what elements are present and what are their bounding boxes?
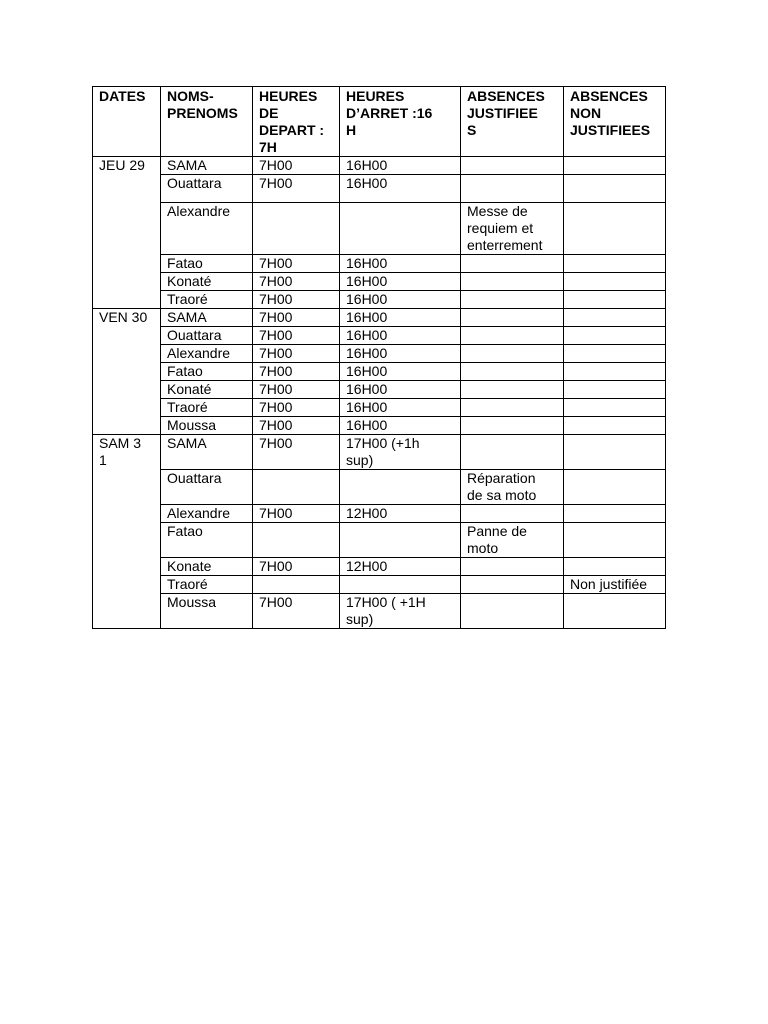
- table-row: [93, 576, 666, 594]
- justified-absence-cell: [461, 558, 564, 576]
- unjustified-absence-cell: [564, 255, 666, 273]
- arret-cell: 16H00: [340, 273, 461, 291]
- depart-cell: [253, 523, 340, 558]
- justified-absence-cell: [461, 594, 564, 629]
- table-row: [93, 363, 666, 381]
- arret-cell: 16H00: [340, 327, 461, 345]
- unjustified-absence-cell: [564, 594, 666, 629]
- attendance-sheet: [92, 86, 666, 629]
- header-heures-depart: HEURES DE DEPART : 7H: [253, 87, 340, 157]
- justified-absence-cell: Panne de moto: [461, 523, 564, 558]
- justified-absence-cell: [461, 345, 564, 363]
- date-cell: JEU 29: [93, 157, 161, 309]
- unjustified-absence-cell: [564, 291, 666, 309]
- name-cell: SAMA: [161, 435, 253, 470]
- depart-cell: 7H00: [253, 345, 340, 363]
- unjustified-absence-cell: [564, 505, 666, 523]
- table-row: [93, 523, 666, 558]
- justified-absence-cell: Messe de requiem et enterrement: [461, 203, 564, 255]
- table-body: [93, 157, 666, 629]
- justified-absence-cell: [461, 327, 564, 345]
- table-row: [93, 273, 666, 291]
- arret-cell: 16H00: [340, 291, 461, 309]
- table-row: [93, 505, 666, 523]
- name-cell: SAMA: [161, 309, 253, 327]
- unjustified-absence-cell: [564, 435, 666, 470]
- name-cell: Ouattara: [161, 470, 253, 505]
- depart-cell: 7H00: [253, 175, 340, 203]
- unjustified-absence-cell: [564, 157, 666, 175]
- arret-cell: 16H00: [340, 255, 461, 273]
- table-row: [93, 381, 666, 399]
- depart-cell: 7H00: [253, 558, 340, 576]
- name-cell: Fatao: [161, 363, 253, 381]
- table-row: [93, 594, 666, 629]
- justified-absence-cell: [461, 175, 564, 203]
- arret-cell: [340, 203, 461, 255]
- unjustified-absence-cell: [564, 417, 666, 435]
- table-row: [93, 175, 666, 203]
- date-cell: VEN 30: [93, 309, 161, 435]
- table-row: [93, 327, 666, 345]
- depart-cell: 7H00: [253, 381, 340, 399]
- depart-cell: 7H00: [253, 157, 340, 175]
- depart-cell: [253, 576, 340, 594]
- unjustified-absence-cell: [564, 273, 666, 291]
- header-row: [93, 87, 666, 157]
- name-cell: SAMA: [161, 157, 253, 175]
- justified-absence-cell: [461, 255, 564, 273]
- unjustified-absence-cell: [564, 363, 666, 381]
- name-cell: Moussa: [161, 417, 253, 435]
- header-dates: DATES: [93, 87, 161, 157]
- name-cell: Fatao: [161, 255, 253, 273]
- arret-cell: 12H00: [340, 558, 461, 576]
- arret-cell: 17H00 ( +1H sup): [340, 594, 461, 629]
- justified-absence-cell: [461, 381, 564, 399]
- justified-absence-cell: [461, 291, 564, 309]
- unjustified-absence-cell: [564, 327, 666, 345]
- table-row: [93, 470, 666, 505]
- unjustified-absence-cell: [564, 309, 666, 327]
- name-cell: Alexandre: [161, 505, 253, 523]
- table-row: [93, 558, 666, 576]
- unjustified-absence-cell: [564, 523, 666, 558]
- table-row: [93, 157, 666, 175]
- arret-cell: 16H00: [340, 157, 461, 175]
- depart-cell: 7H00: [253, 327, 340, 345]
- name-cell: Traoré: [161, 291, 253, 309]
- header-absences-justifiees: ABSENCES JUSTIFIEE S: [461, 87, 564, 157]
- name-cell: Fatao: [161, 523, 253, 558]
- table-row: [93, 417, 666, 435]
- arret-cell: 16H00: [340, 381, 461, 399]
- attendance-table: [92, 86, 666, 629]
- justified-absence-cell: [461, 399, 564, 417]
- justified-absence-cell: [461, 505, 564, 523]
- name-cell: Alexandre: [161, 345, 253, 363]
- depart-cell: 7H00: [253, 273, 340, 291]
- unjustified-absence-cell: [564, 381, 666, 399]
- arret-cell: 16H00: [340, 363, 461, 381]
- name-cell: Ouattara: [161, 175, 253, 203]
- justified-absence-cell: [461, 417, 564, 435]
- justified-absence-cell: [461, 363, 564, 381]
- justified-absence-cell: [461, 157, 564, 175]
- table-row: [93, 345, 666, 363]
- arret-cell: 17H00 (+1h sup): [340, 435, 461, 470]
- depart-cell: 7H00: [253, 363, 340, 381]
- unjustified-absence-cell: [564, 175, 666, 203]
- depart-cell: 7H00: [253, 291, 340, 309]
- date-cell: SAM 3 1: [93, 435, 161, 629]
- justified-absence-cell: [461, 309, 564, 327]
- depart-cell: 7H00: [253, 505, 340, 523]
- name-cell: Traoré: [161, 399, 253, 417]
- arret-cell: 16H00: [340, 399, 461, 417]
- name-cell: Alexandre: [161, 203, 253, 255]
- header-absences-non-justifiees: ABSENCES NON JUSTIFIEES: [564, 87, 666, 157]
- name-cell: Moussa: [161, 594, 253, 629]
- arret-cell: [340, 470, 461, 505]
- table-row: [93, 291, 666, 309]
- header-noms-prenoms: NOMS- PRENOMS: [161, 87, 253, 157]
- table-row: [93, 255, 666, 273]
- arret-cell: [340, 523, 461, 558]
- table-row: [93, 435, 666, 470]
- name-cell: Konate: [161, 558, 253, 576]
- depart-cell: 7H00: [253, 594, 340, 629]
- table-row: [93, 309, 666, 327]
- arret-cell: 16H00: [340, 417, 461, 435]
- name-cell: Ouattara: [161, 327, 253, 345]
- unjustified-absence-cell: [564, 470, 666, 505]
- depart-cell: 7H00: [253, 399, 340, 417]
- name-cell: Konaté: [161, 273, 253, 291]
- justified-absence-cell: [461, 273, 564, 291]
- depart-cell: [253, 203, 340, 255]
- depart-cell: [253, 470, 340, 505]
- depart-cell: 7H00: [253, 435, 340, 470]
- justified-absence-cell: Réparation de sa moto: [461, 470, 564, 505]
- unjustified-absence-cell: [564, 558, 666, 576]
- depart-cell: 7H00: [253, 255, 340, 273]
- arret-cell: 16H00: [340, 175, 461, 203]
- name-cell: Traoré: [161, 576, 253, 594]
- arret-cell: 12H00: [340, 505, 461, 523]
- arret-cell: 16H00: [340, 345, 461, 363]
- depart-cell: 7H00: [253, 417, 340, 435]
- justified-absence-cell: [461, 435, 564, 470]
- unjustified-absence-cell: [564, 203, 666, 255]
- unjustified-absence-cell: Non justifiée: [564, 576, 666, 594]
- name-cell: Konaté: [161, 381, 253, 399]
- arret-cell: [340, 576, 461, 594]
- table-row: [93, 399, 666, 417]
- depart-cell: 7H00: [253, 309, 340, 327]
- unjustified-absence-cell: [564, 399, 666, 417]
- header-heures-arret: HEURES D’ARRET :16 H: [340, 87, 461, 157]
- justified-absence-cell: [461, 576, 564, 594]
- table-row: [93, 203, 666, 255]
- arret-cell: 16H00: [340, 309, 461, 327]
- unjustified-absence-cell: [564, 345, 666, 363]
